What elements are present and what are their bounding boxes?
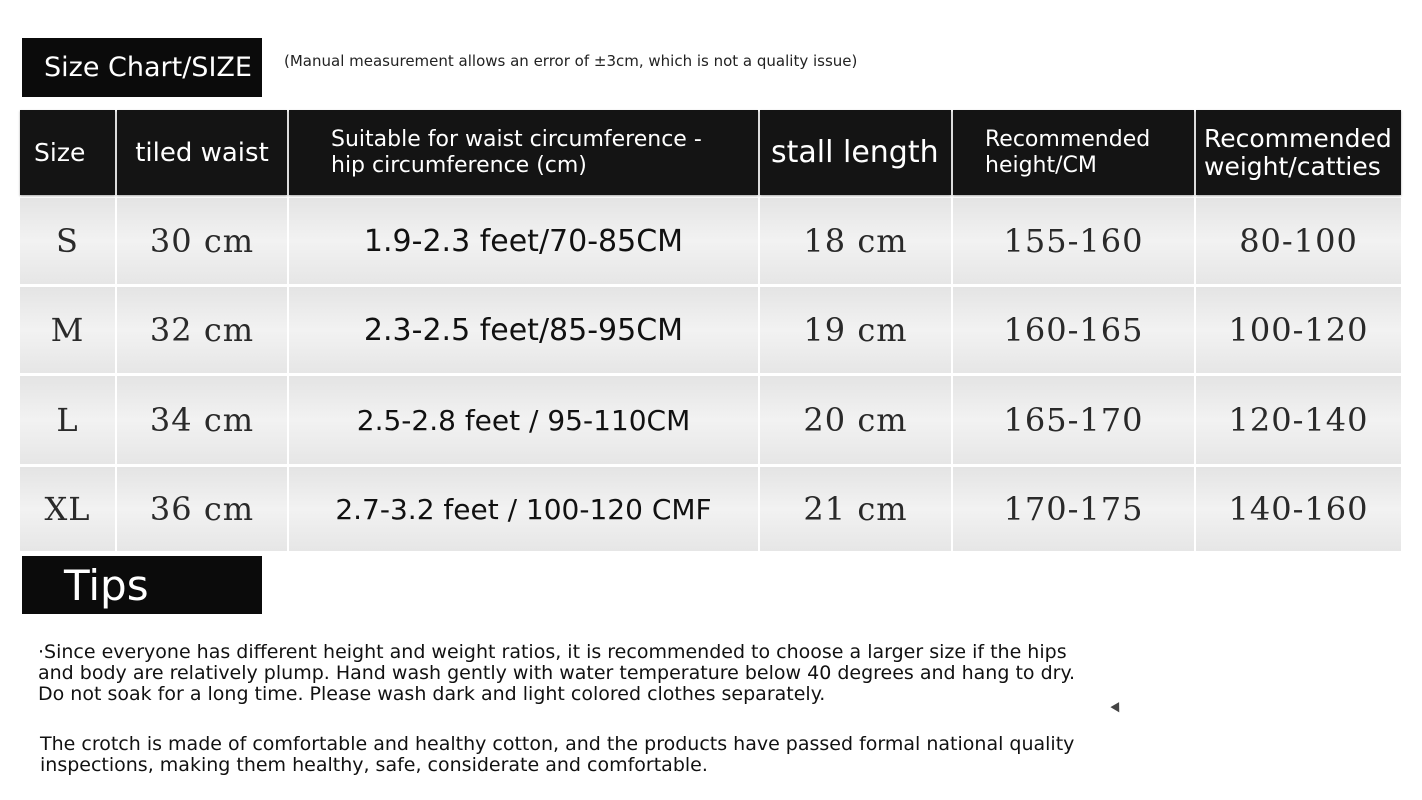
header-tiled-waist-label: tiled waist [135, 137, 269, 168]
tips-title-text: Tips [64, 560, 149, 610]
header-waist-hip-label: Suitable for waist circumference - hip circumference (cm) [331, 126, 702, 178]
header-recommended-height-label: Recommended height/CM [985, 126, 1151, 178]
cell-height: 170-175 [953, 467, 1194, 551]
cell-weight: 80-100 [1196, 198, 1401, 284]
size-table [20, 110, 1401, 547]
size-chart-title-text: Size Chart/SIZE [44, 52, 252, 83]
cell-tiled-waist: 36 cm [117, 467, 287, 551]
tips-title [22, 556, 262, 614]
tips-paragraph-material: The crotch is made of comfortable and healthy cotton, and the products have passed formal national quality inspections, making them healthy, safe, considerate and comfortable. [40, 733, 1075, 776]
tips-paragraph-sizing: ·Since everyone has different height and weight ratios, it is recommended to choose a larger size if the hips and body are relatively plump. Hand wash gently with water temperature below 40 degrees and hang to dry. Do not soak for a long time. Please wash dark and light colored clothes separately. [38, 641, 1076, 705]
header-recommended-weight-label: Recommended weight/catties [1204, 123, 1392, 181]
cell-waist-hip: 2.3-2.5 feet/85-95CM [289, 287, 758, 373]
cell-tiled-waist: 34 cm [117, 376, 287, 464]
cell-height: 155-160 [953, 198, 1194, 284]
cell-waist-hip: 2.5-2.8 feet / 95-110CM [289, 376, 758, 464]
measurement-note: (Manual measurement allows an error of ±3cm, which is not a quality issue) [284, 52, 858, 70]
cell-size: S [20, 198, 115, 284]
header-size-label: Size [34, 138, 86, 167]
cell-stall-length: 20 cm [760, 376, 951, 464]
cell-size: M [20, 287, 115, 373]
cell-weight: 100-120 [1196, 287, 1401, 373]
cell-height: 165-170 [953, 376, 1194, 464]
header-tiled-waist [117, 110, 287, 195]
cell-size: XL [20, 467, 115, 551]
header-recommended-height [953, 110, 1194, 195]
header-waist-hip [289, 110, 758, 195]
cell-stall-length: 21 cm [760, 467, 951, 551]
cell-size: L [20, 376, 115, 464]
header-size [20, 110, 115, 195]
cell-tiled-waist: 30 cm [117, 198, 287, 284]
cell-stall-length: 18 cm [760, 198, 951, 284]
header-recommended-weight [1196, 110, 1401, 195]
cell-waist-hip: 1.9-2.3 feet/70-85CM [289, 198, 758, 284]
cell-tiled-waist: 32 cm [117, 287, 287, 373]
header-stall-length-label: stall length [771, 135, 939, 170]
cell-waist-hip: 2.7-3.2 feet / 100-120 CMF [289, 467, 758, 551]
cell-weight: 140-160 [1196, 467, 1401, 551]
cell-weight: 120-140 [1196, 376, 1401, 464]
header-stall-length [760, 110, 951, 195]
cell-stall-length: 19 cm [760, 287, 951, 373]
size-chart-title [22, 38, 262, 97]
cell-height: 160-165 [953, 287, 1194, 373]
